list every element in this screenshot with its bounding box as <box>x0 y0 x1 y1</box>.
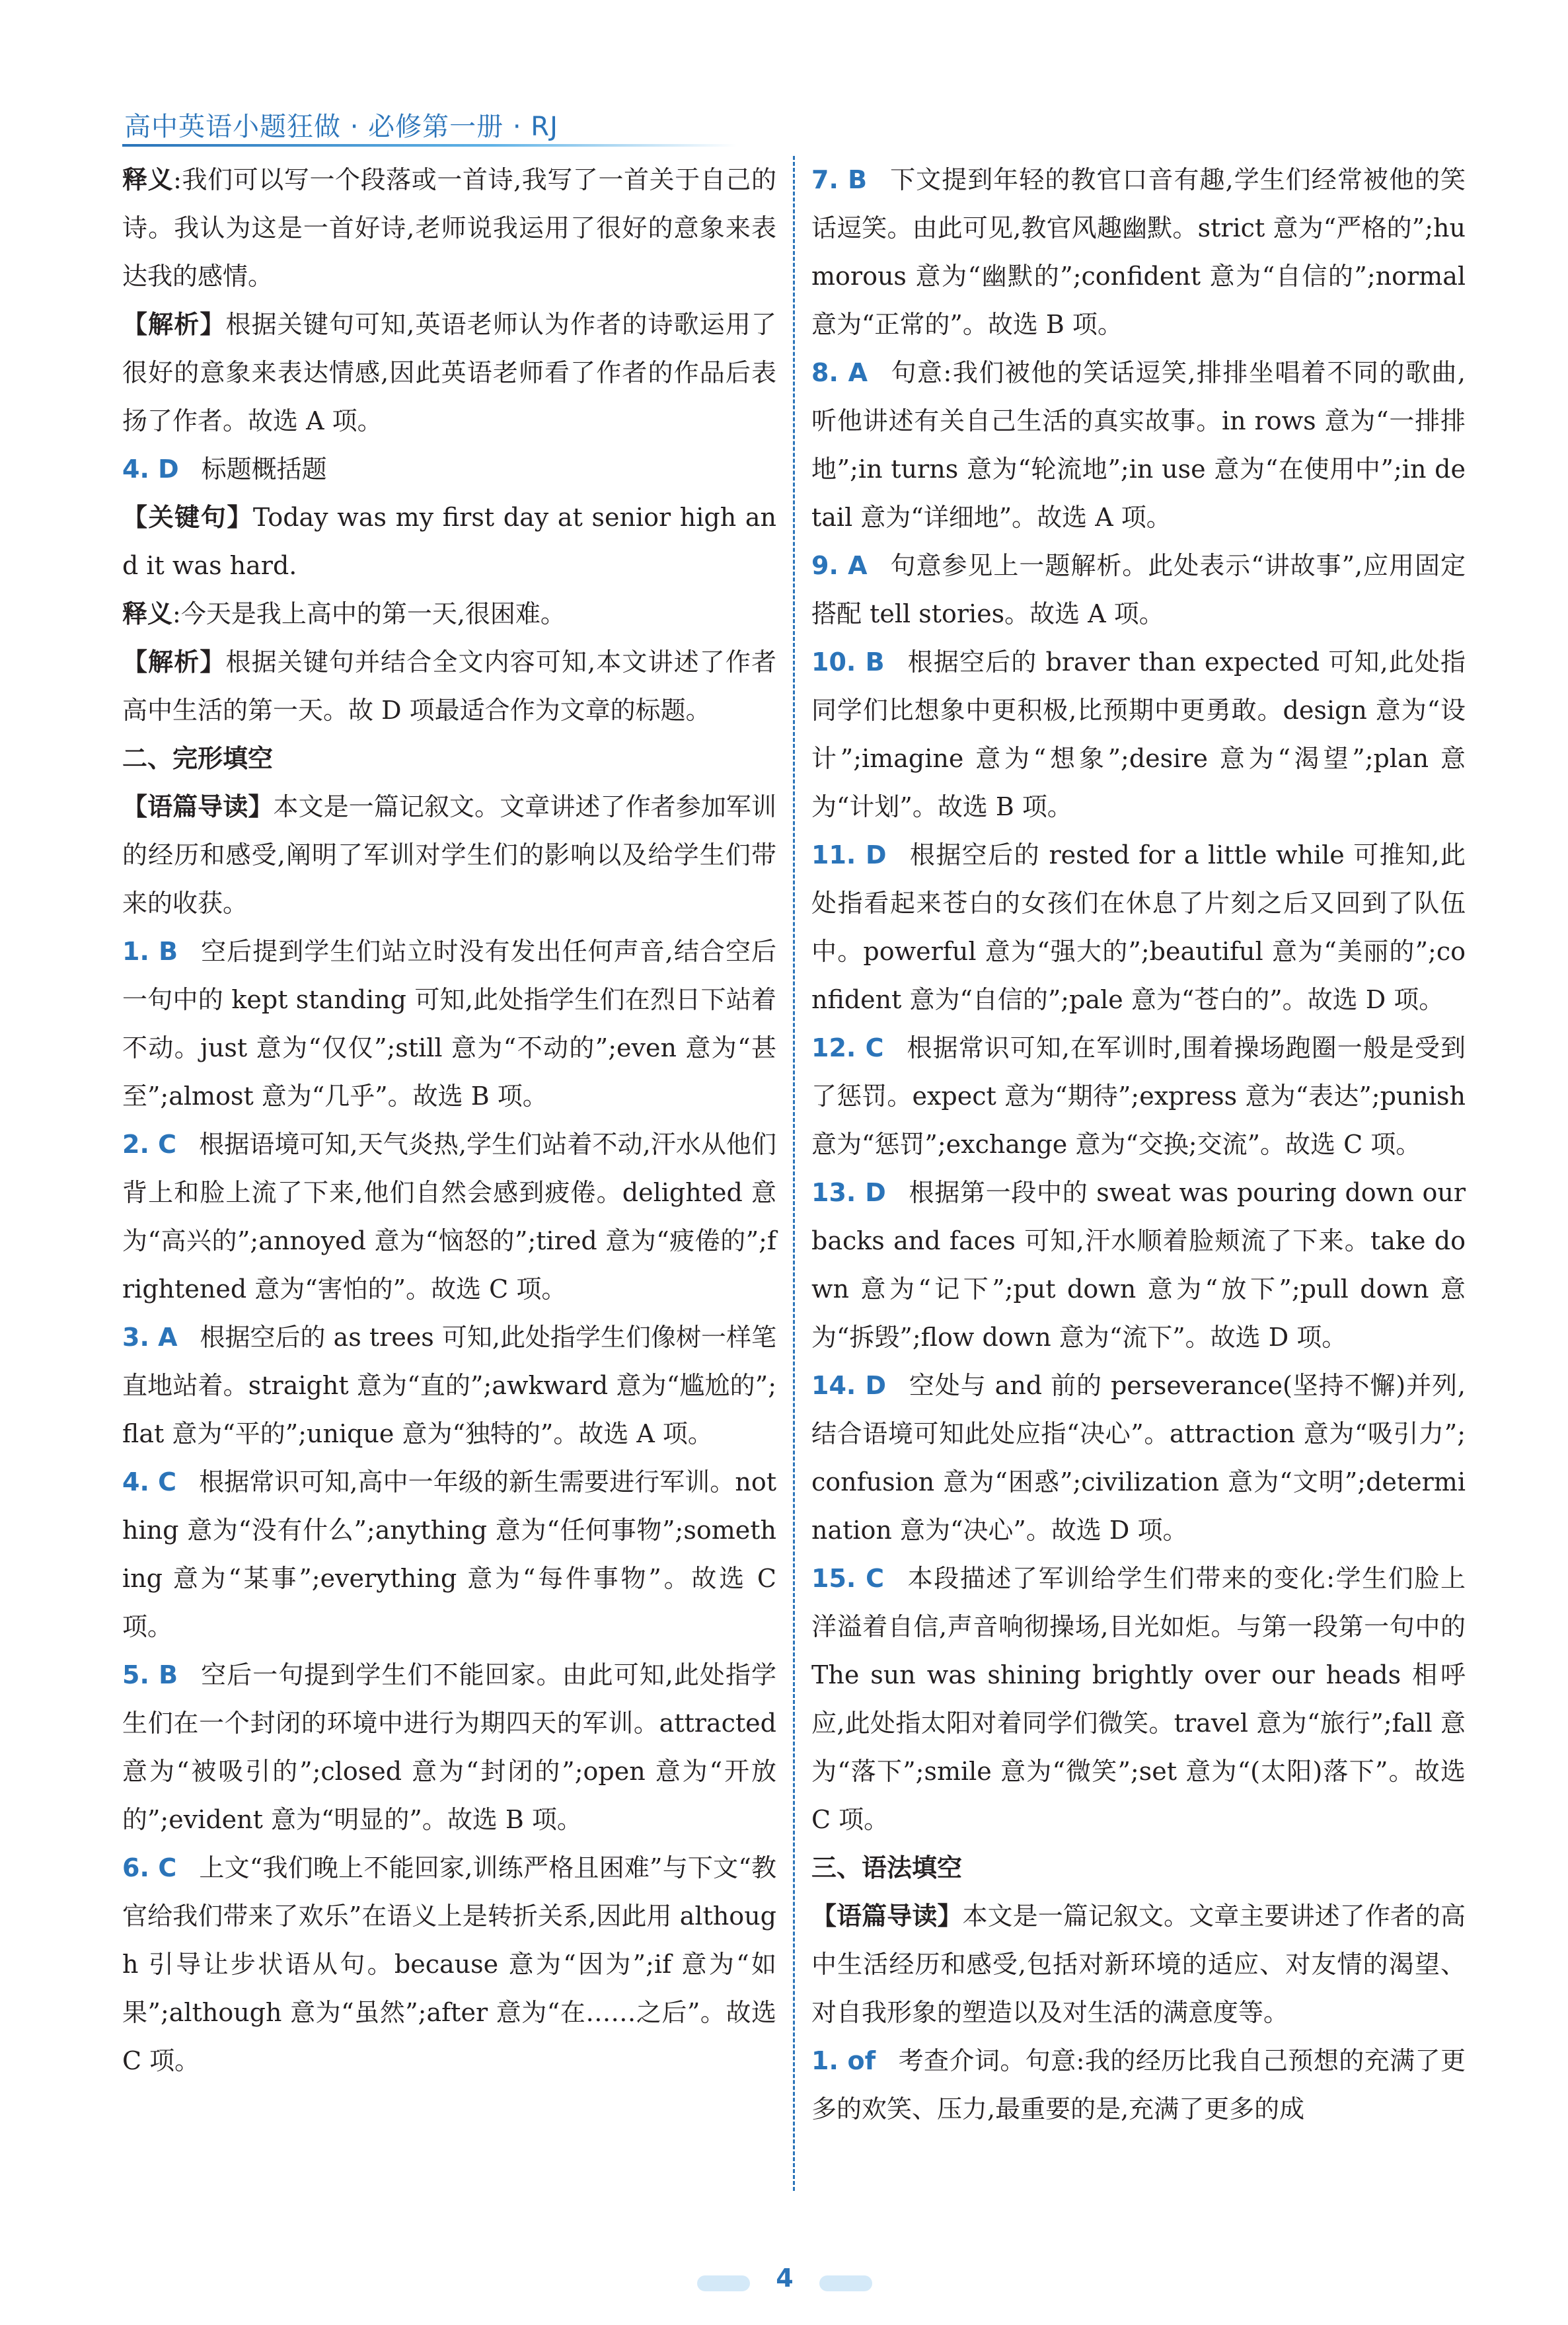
paragraph-text: 本文是一篇记叙文。文章讲述了作者参加军训的经历和感受,阐明了军训对学生们的影响以及给学生们带来的收获。 <box>122 792 776 918</box>
paragraph-text: 根据常识可知,高中一年级的新生需要进行军训。nothing 意为“没有什么”;anything 意为“任何事物”;something 意为“某事”;everything 意为“每件事物”。故选 C 项。 <box>122 1467 776 1641</box>
paragraph-text: 根据空后的 braver than expected 可知,此处指同学们比想象中更积极,比预期中更勇敢。design 意为“设计”;imagine 意为“想象”;desire 意为“渴望”;plan 意为“计划”。故选 B 项。 <box>811 647 1466 821</box>
answer-explanation <box>122 1458 776 1651</box>
section-heading: 二、完形填空 <box>122 744 274 773</box>
answer-number: 1. B <box>122 937 178 966</box>
right-column <box>811 156 1466 2133</box>
answer-number: 10. B <box>811 647 885 677</box>
answer-explanation <box>811 638 1466 831</box>
note-paragraph <box>122 783 776 928</box>
answer-number: 15. C <box>811 1564 885 1593</box>
paragraph-text: 本文是一篇记叙文。文章主要讲述了作者的高中生活经历和感受,包括对新环境的适应、对友情的渴望、对自我形象的塑造以及对生活的满意度等。 <box>811 1901 1466 2027</box>
paragraph-text: 标题概括题 <box>201 455 327 484</box>
answer-number: 7. B <box>811 165 868 194</box>
paragraph-label: 【解析】 <box>122 310 226 339</box>
answer-number: 1. of <box>811 2046 876 2075</box>
answer-explanation <box>122 928 776 1121</box>
paragraph-label: 【语篇导读】 <box>811 1901 963 1931</box>
answer-number: 11. D <box>811 840 887 869</box>
paragraph-label: 【语篇导读】 <box>122 792 274 821</box>
note-paragraph <box>122 301 776 445</box>
paragraph-label: 释义 <box>122 599 173 628</box>
answer-explanation <box>811 1169 1466 1362</box>
answer-explanation <box>122 1313 776 1458</box>
paragraph-text: :今天是我上高中的第一天,很困难。 <box>172 599 566 628</box>
answer-number: 9. A <box>811 551 868 580</box>
paragraph-label: 释义 <box>122 165 174 194</box>
answer-number: 6. C <box>122 1853 177 1882</box>
paragraph-text: 空后提到学生们站立时没有发出任何声音,结合空后一句中的 kept standing 可知,此处指学生们在烈日下站着不动。just 意为“仅仅”;still 意为“不动的”;even 意为“甚至”;almost 意为“几乎”。故选 B 项。 <box>122 937 776 1111</box>
note-paragraph <box>122 494 776 590</box>
paragraph-text: :我们可以写一个段落或一首诗,我写了一首关于自己的诗。我认为这是一首好诗,老师说我运用了很好的意象来表达我的感情。 <box>122 165 776 291</box>
answer-explanation <box>122 1121 776 1313</box>
section-heading: 三、语法填空 <box>811 1853 963 1882</box>
page-number-decoration-left <box>697 2275 750 2291</box>
note-paragraph <box>122 638 776 735</box>
answer-number: 4. C <box>122 1467 177 1496</box>
left-column <box>122 156 776 2085</box>
answer-explanation <box>811 831 1466 1024</box>
paragraph-text: 根据关键句并结合全文内容可知,本文讲述了作者高中生活的第一天。故 D 项最适合作为文章的标题。 <box>122 647 776 725</box>
answer-number: 14. D <box>811 1371 887 1400</box>
answer-explanation <box>811 349 1466 542</box>
note-paragraph <box>122 156 776 301</box>
answer-explanation <box>811 1362 1466 1555</box>
paragraph-text: 考查介词。句意:我的经历比我自己预想的充满了更多的欢笑、压力,最重要的是,充满了更多的成 <box>811 2046 1466 2123</box>
answer-explanation <box>811 1555 1466 1844</box>
answer-number: 8. A <box>811 358 868 387</box>
paragraph-text: 根据语境可知,天气炎热,学生们站着不动,汗水从他们背上和脸上流了下来,他们自然会感到疲倦。delighted 意为“高兴的”;annoyed 意为“恼怒的”;tired 意为“疲倦的”;frightened 意为“害怕的”。故选 C 项。 <box>122 1130 776 1304</box>
answer-number: 5. B <box>122 1660 178 1689</box>
answer-number: 12. C <box>811 1033 884 1062</box>
paragraph-label: 【关键句】 <box>122 503 253 532</box>
paragraph-text: 下文提到年轻的教官口音有趣,学生们经常被他的笑话逗笑。由此可见,教官风趣幽默。strict 意为“严格的”;humorous 意为“幽默的”;confident 意为“自信的”;normal 意为“正常的”。故选 B 项。 <box>811 165 1466 339</box>
paragraph-text: 根据第一段中的 sweat was pouring down our backs and faces 可知,汗水顺着脸颊流了下来。take down 意为“记下”;put down 意为“放下”;pull down 意为“拆毁”;flow down 意为“流下”。故选 D 项。 <box>811 1178 1466 1352</box>
answer-explanation <box>811 156 1466 349</box>
paragraph-text: 句意:我们被他的笑话逗笑,排排坐唱着不同的歌曲,听他讲述有关自己生活的真实故事。in rows 意为“一排排地”;in turns 意为“轮流地”;in use 意为“在使用中”;in detail 意为“详细地”。故选 A 项。 <box>811 358 1466 532</box>
answer-explanation <box>122 1844 776 2085</box>
paragraph-text: 空后一句提到学生们不能回家。由此可知,此处指学生们在一个封闭的环境中进行为期四天的军训。attracted 意为“被吸引的”;closed 意为“封闭的”;open 意为“开放的”;evident 意为“明显的”。故选 B 项。 <box>122 1660 776 1834</box>
paragraph-text: Today was my first day at senior high and it was hard. <box>122 503 776 580</box>
answer-explanation <box>811 542 1466 638</box>
book-title: 高中英语小题狂做 · 必修第一册 · RJ <box>124 112 558 142</box>
answer-explanation <box>811 1024 1466 1169</box>
paragraph-text: 上文“我们晚上不能回家,训练严格且困难”与下文“教官给我们带来了欢乐”在语义上是转折关系,因此用 although 引导让步状语从句。because 意为“因为”;if 意为“如果”;although 意为“虽然”;after 意为“在……之后”。故选 C 项。 <box>122 1853 776 2075</box>
header-rule <box>122 144 737 147</box>
answer-explanation <box>122 1651 776 1844</box>
paragraph-text: 本段描述了军训给学生们带来的变化:学生们脸上洋溢着自信,声音响彻操场,目光如炬。与第一段第一句中的 The sun was shining brightly over our heads 相呼应,此处指太阳对着同学们微笑。travel 意为“旅行”;fall 意为“落下”;smile 意为“微笑”;set 意为“(太阳)落下”。故选 C 项。 <box>811 1564 1466 1834</box>
paragraph-text: 句意参见上一题解析。此处表示“讲故事”,应用固定搭配 tell stories。故选 A 项。 <box>811 551 1466 628</box>
paragraph-text: 根据空后的 as trees 可知,此处指学生们像树一样笔直地站着。straight 意为“直的”;awkward 意为“尴尬的”;flat 意为“平的”;unique 意为“独特的”。故选 A 项。 <box>122 1323 777 1448</box>
page-number: 4 <box>776 2264 794 2293</box>
paragraph-text: 空处与 and 前的 perseverance(坚持不懈)并列,结合语境可知此处应指“决心”。attraction 意为“吸引力”;confusion 意为“困惑”;civilization 意为“文明”;determination 意为“决心”。故选 D 项。 <box>811 1371 1466 1545</box>
page-number-decoration-right <box>819 2275 872 2291</box>
note-paragraph <box>122 590 776 638</box>
answer-explanation <box>811 2037 1466 2133</box>
column-divider <box>793 156 795 2191</box>
answer-number: 13. D <box>811 1178 886 1207</box>
paragraph-text: 根据关键句可知,英语老师认为作者的诗歌运用了很好的意象来表达情感,因此英语老师看了作者的作品后表扬了作者。故选 A 项。 <box>122 310 776 435</box>
answer-number: 4. D <box>122 455 179 484</box>
paragraph-label: 【解析】 <box>122 647 226 677</box>
answer-number: 2. C <box>122 1130 177 1159</box>
paragraph-text: 根据常识可知,在军训时,围着操场跑圈一般是受到了惩罚。expect 意为“期待”;express 意为“表达”;punish 意为“惩罚”;exchange 意为“交换;交流”。故选 C 项。 <box>811 1033 1466 1159</box>
answer-number: 3. A <box>122 1323 178 1352</box>
note-paragraph <box>811 1892 1466 2037</box>
answer-explanation <box>122 445 776 494</box>
paragraph-text: 根据空后的 rested for a little while 可推知,此处指看起来苍白的女孩们在休息了片刻之后又回到了队伍中。powerful 意为“强大的”;beautiful 意为“美丽的”;confident 意为“自信的”;pale 意为“苍白的”。故选 D 项。 <box>811 840 1466 1014</box>
